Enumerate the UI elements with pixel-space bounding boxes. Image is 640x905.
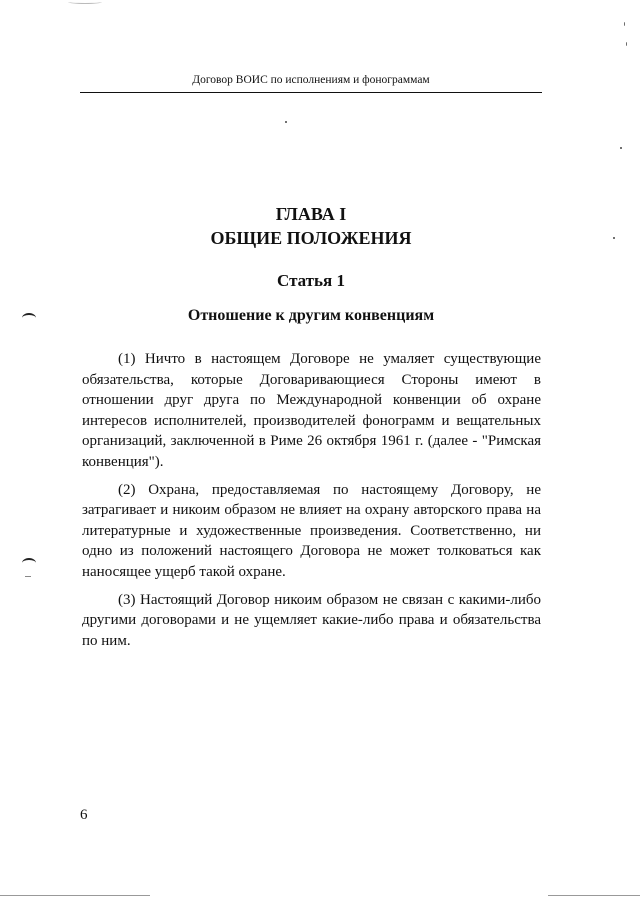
scan-artifact (22, 313, 36, 323)
scan-artifact (548, 895, 640, 896)
scan-artifact (613, 237, 615, 239)
chapter-number: ГЛАВА I (275, 204, 347, 224)
scan-artifact (22, 558, 36, 568)
header-rule (80, 92, 542, 93)
page-number: 6 (80, 807, 88, 823)
scan-artifact (626, 42, 627, 46)
chapter-title: ОБЩИЕ ПОЛОЖЕНИЯ (210, 228, 412, 248)
scan-artifact (0, 895, 150, 896)
paragraph-1: (1) Ничто в настоящем Договоре не умаляет существующие обязательства, которые Договаривающиеся Стороны имеют в отношении друг друга по Международной конвенции об охране интересов исполнителей, производителей фонограмм и вещательных организаций, заключенной в Риме 26 октября 1961 г. (далее - "Римская конвенция"). (82, 351, 541, 470)
article-title: Отношение к другим конвенциям (187, 307, 435, 324)
scan-artifact (285, 121, 287, 123)
paragraph-3: (3) Настоящий Договор никоим образом не связан с какими-либо другими договорами и не ущемляет какие-либо права и обязательства по ним. (82, 591, 541, 649)
running-header: Договор ВОИС по исполнениям и фонограммам (192, 74, 430, 86)
scan-artifact (68, 0, 102, 4)
paragraph-2: (2) Охрана, предоставляемая по настоящему Договору, не затрагивает и никоим образом не влияет на охрану авторского права на литературные и художественные произведения. Соответственно, ни одно из положений настоящего Договора не может толковаться как наносящее ущерб такой охране. (82, 481, 541, 580)
article-body (82, 349, 541, 658)
scan-artifact (25, 576, 31, 577)
article-number: Статья 1 (277, 271, 345, 290)
scan-artifact (620, 147, 622, 149)
scan-artifact (624, 22, 625, 26)
